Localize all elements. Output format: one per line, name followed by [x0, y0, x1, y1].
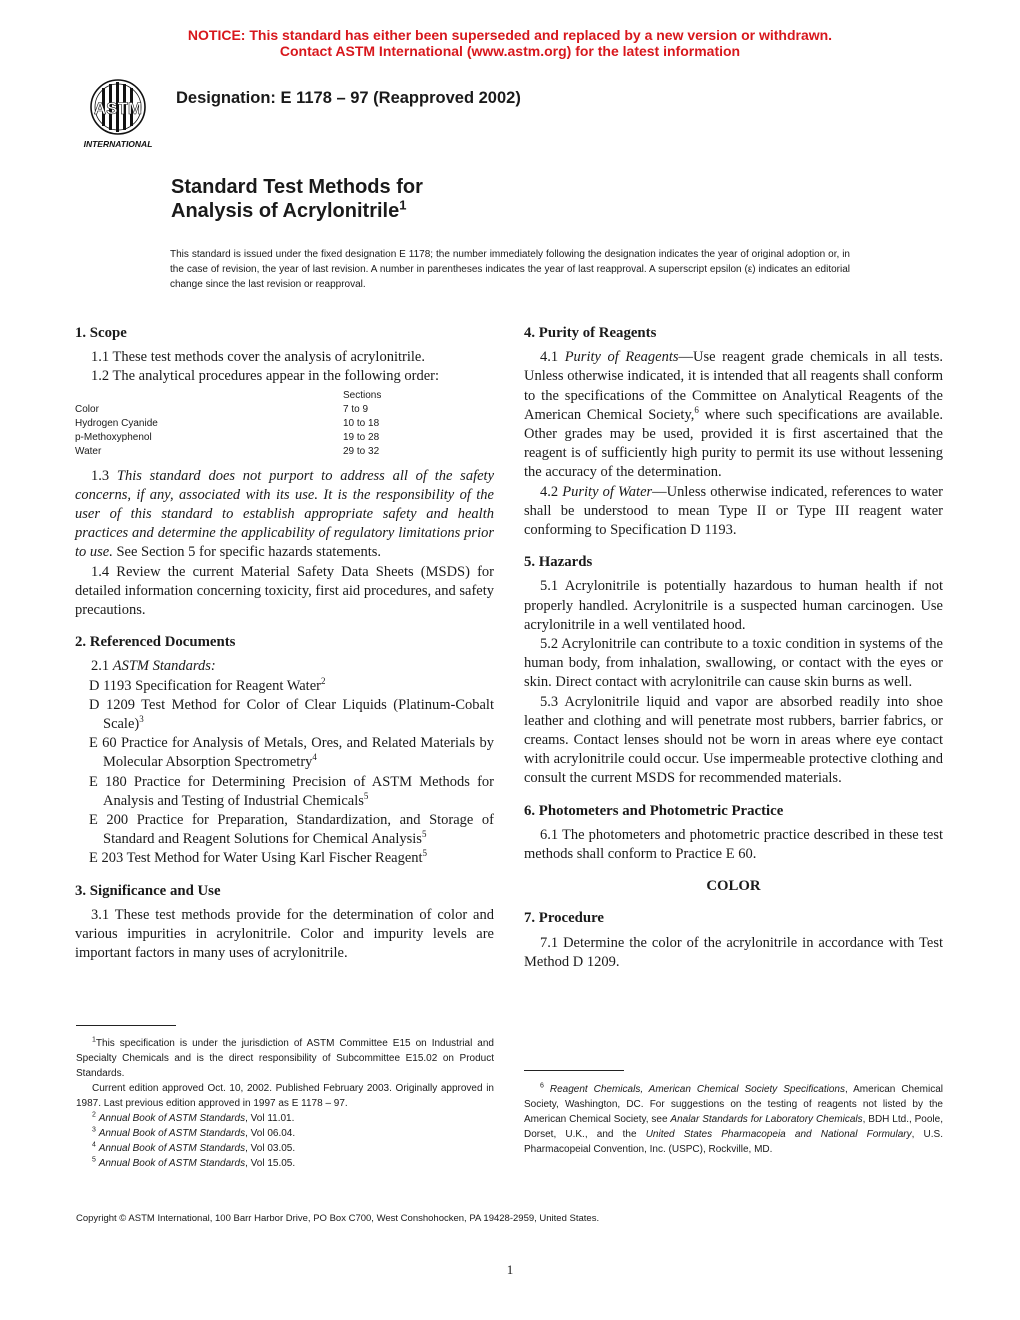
footnote-3: $^3$ Annual Book of ASTM Standards, Vol 06.04. — [92, 1126, 296, 1139]
section-7-heading: 7. Procedure — [524, 910, 604, 927]
table-row: p-Methoxyphenol 19 to 28 — [75, 431, 380, 443]
section-4-heading: 4. Purity of Reagents — [524, 325, 657, 341]
title-line-1: Standard Test Methods for — [171, 176, 423, 198]
sections-table — [75, 389, 494, 459]
color-heading: COLOR — [706, 878, 761, 895]
footnote-2: $^2$ Annual Book of ASTM Standards, Vol 11.01. — [92, 1111, 295, 1124]
intro-paragraph: This standard is issued under the fixed designation E 1178; the number immediately following the designation indicates the year of original adoption or, in the case of revision, the year of last revision. A number in parentheses indicates the year of last reapproval. A superscript epsilon (ε) indicates an editorial change since the last revision or reapproval. — [170, 249, 850, 290]
reference-item: E 180 Practice for Determining Precision of ASTM Methods for Analysis and Testing of Industrial Chemicals$^5$ — [89, 773, 494, 809]
reference-item: E 60 Practice for Analysis of Metals, Ores, and Related Materials by Molecular Absorption Spectrometry$^4$ — [89, 735, 494, 771]
para-5-1: 5.1 Acrylonitrile is potentially hazardous to human health if not properly handled. Acrylonitrile is a suspected human carcinogen. Use acrylonitrile in a well ventilated hood. — [524, 578, 943, 633]
reference-item: E 203 Test Method for Water Using Karl Fischer Reagent$^5$ — [89, 848, 428, 867]
section-2-heading: 2. Referenced Documents — [75, 634, 236, 651]
reference-item: D 1193 Specification for Reagent Water$^2$ — [89, 675, 326, 694]
para-5-3: 5.3 Acrylonitrile liquid and vapor are absorbed readily into shoe leather and clothing and will penetrate most rubbers, barrier fabrics, or creams. Contact lenses should not be worn in areas where eye contact with acrylonitrile could occur. Use impermeable protective clothing and consult the current MSDS for recommended materials. — [524, 693, 943, 787]
section-5-heading: 5. Hazards — [524, 554, 593, 571]
para-7-1: 7.1 Determine the color of the acrylonitrile in accordance with Test Method D 1209. — [524, 934, 943, 970]
title-footnote-ref: 1 — [399, 197, 407, 213]
footnote-rule-right — [524, 1070, 624, 1071]
section-6-heading: 6. Photometers and Photometric Practice — [524, 802, 784, 819]
copyright-line: Copyright © ASTM International, 100 Barr Harbor Drive, PO Box C700, West Conshohocken, PA 19428-2959, United States. — [76, 1213, 600, 1224]
footnote-6: $^6$ Reagent Chemicals, American Chemical Society Specifications, American Chemical Society, Washington, DC. For suggestions on the testing of reagents not listed by the American Chemical Society, see Analar Standards for Laboratory Chemicals, BDH Ltd., Poole, Dorset, U.K., and the United States Pharmacopeia and National Formulary, U.S. Pharmacopeial Convention, Inc. (USPC), Rockville, MD. — [524, 1082, 944, 1155]
table-row: Color 7 to 9 — [75, 403, 369, 415]
right-column — [524, 324, 943, 972]
page-number: 1 — [506, 1262, 514, 1277]
footnote-1-edition: Current edition approved Oct. 10, 2002. Published February 2003. Originally approved in 1987. Last previous edition approved in 1997 as E 1178 – 97. — [76, 1083, 494, 1109]
table-header: Sections — [343, 389, 382, 401]
designation: Designation: E 1178 – 97 (Reapproved 2002) — [176, 89, 521, 107]
para-1-3: 1.3 This standard does not purport to address all of the safety concerns, if any, associated with its use. It is the responsibility of the user of this standard to establish appropriate safety and health practices and determine the applicability of regulatory limitations prior to use. See Section 5 for specific hazards statements. — [75, 467, 495, 561]
para-1-1: 1.1 These test methods cover the analysis of acrylonitrile. — [91, 349, 425, 366]
para-1-4: 1.4 Review the current Material Safety Data Sheets (MSDS) for detailed information concerning toxicity, first aid procedures, and safety precautions. — [75, 563, 494, 619]
section-3-heading: 3. Significance and Use — [75, 882, 221, 899]
table-row: Water 29 to 32 — [75, 445, 380, 457]
reference-item: D 1209 Test Method for Color of Clear Liquids (Platinum-Cobalt Scale)$^3$ — [89, 696, 494, 733]
footnotes-left — [76, 1036, 494, 1171]
para-2-1: 2.1 ASTM Standards: — [91, 658, 216, 675]
footnote-rule-left — [76, 1025, 176, 1026]
section-1-heading: 1. Scope — [75, 325, 127, 341]
left-column — [75, 324, 494, 963]
para-4-1: 4.1 Purity of Reagents—Use reagent grade chemicals in all tests. Unless otherwise indicated, it is intended that all reagents shall conform to the specifications of the Committee on Analytical Reagents of the American Chemical Society,$^6$ where such specifications are available. Other grades may be used, provided it is first ascertained that the reagent is of sufficiently high purity to permit its use without lessening the accuracy of the determination. — [524, 349, 944, 481]
astm-logo — [76, 74, 160, 152]
footnote-4: $^4$ Annual Book of ASTM Standards, Vol 03.05. — [92, 1141, 296, 1154]
para-3-1: 3.1 These test methods provide for the determination of color and various impurities in acrylonitrile. Color and impurity levels are important factors in many uses of acrylonitrile. — [75, 906, 494, 962]
para-5-2: 5.2 Acrylonitrile can contribute to a toxic condition in systems of the human body, from inhalation, swallowing, or contact with the eyes or skin. Direct contact with acrylonitrile can cause skin burns as well. — [524, 636, 943, 691]
para-1-2: 1.2 The analytical procedures appear in the following order: — [91, 368, 440, 385]
logo-letters: ASTM — [93, 99, 143, 118]
notice-line-2: Contact ASTM International (www.astm.org) for the latest information — [279, 43, 741, 59]
footnote-1: $^1$This specification is under the jurisdiction of ASTM Committee E15 on Industrial and Specialty Chemicals and is the direct responsibility of Subcommittee E15.02 on Product Standards. — [76, 1036, 494, 1079]
para-6-1: 6.1 The photometers and photometric practice described in these test methods shall conform to Practice E 60. — [524, 826, 943, 863]
title-line-2: Analysis of Acrylonitrile$^1$ — [171, 197, 407, 222]
reference-item: E 200 Practice for Preparation, Standardization, and Storage of Standard and Reagent Solutions for Chemical Analysis$^5$ — [89, 812, 494, 848]
astm-logo-icon — [76, 74, 160, 152]
para-4-2: 4.2 Purity of Water—Unless otherwise indicated, references to water shall be understood to mean Type II or Type III reagent water conforming to Specification D 1193. — [524, 483, 943, 539]
logo-caption: INTERNATIONAL — [83, 139, 153, 149]
table-row: Hydrogen Cyanide 10 to 18 — [75, 417, 380, 429]
notice-line-1: NOTICE: This standard has either been superseded and replaced by a new version or withdrawn. — [187, 27, 833, 43]
footnote-5: $^5$ Annual Book of ASTM Standards, Vol 15.05. — [92, 1156, 296, 1169]
